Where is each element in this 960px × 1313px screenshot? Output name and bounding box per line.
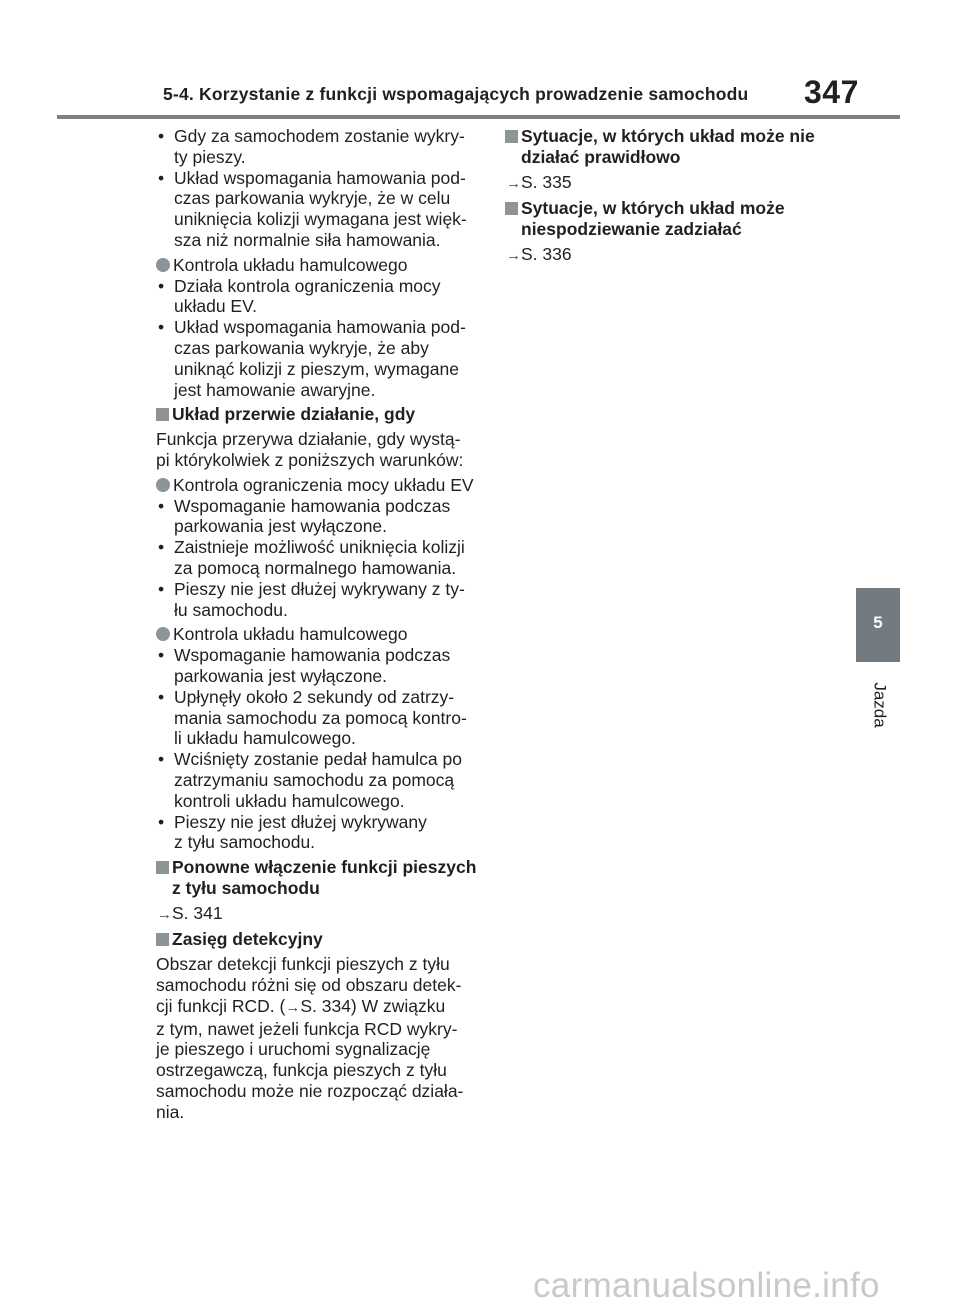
text-line: za pomocą normalnego hamowania.	[174, 557, 457, 578]
text-line: Funkcja przerywa działanie, gdy wystą-	[156, 429, 461, 450]
text-fragment: cji funkcji RCD. (	[156, 995, 286, 1016]
chapter-label	[860, 675, 900, 735]
text-line: • Gdy za samochodem zostanie wykry-	[174, 126, 465, 146]
page-number: 347	[804, 74, 859, 110]
bullet-item	[156, 126, 496, 168]
text-line: z tyłu samochodu	[172, 877, 320, 898]
text-line: układu EV.	[174, 296, 258, 317]
text-line: kontroli układu hamulcowego.	[174, 790, 405, 811]
text-line: działać prawidłowo	[521, 146, 681, 167]
section-heading-may-unexpectedly-activate	[505, 198, 845, 240]
text-line: z tyłu samochodu.	[174, 832, 316, 853]
text-line: mania samochodu za pomocą kontro-	[174, 707, 467, 728]
text-line: je pieszego i uruchomi sygnalizację	[156, 1039, 431, 1060]
text-line: • Układ wspomagania hamowania pod-	[174, 317, 466, 338]
subsection-heading-brake-control-2: Kontrola układu hamulcowego	[156, 624, 496, 645]
text-line: ostrzegawczą, funkcja pieszych z tyłu	[156, 1060, 447, 1081]
text-line: parkowania jest wyłączone.	[174, 665, 388, 686]
bullet-item	[156, 579, 496, 621]
left-column	[156, 126, 496, 1123]
reference-text: S. 336	[521, 243, 572, 264]
text-line: li układu hamulcowego.	[174, 728, 356, 749]
text-line: parkowania jest wyłączone.	[174, 516, 388, 537]
text-line: uniknąć kolizji z pieszym, wymagane	[174, 358, 459, 379]
text-line: samochodu może nie rozpocząć działa-	[156, 1081, 464, 1102]
text-line: • Zaistnieje możliwość uniknięcia kolizji	[174, 537, 465, 558]
bullet-item	[156, 749, 496, 811]
text-line: • Upłynęły około 2 sekundy od zatrzy-	[174, 686, 455, 707]
text-line: z tym, nawet jeżeli funkcja RCD wykry-	[156, 1018, 458, 1039]
chapter-tab: 5	[856, 588, 900, 662]
watermark: carmanualsonline.info	[533, 1266, 880, 1305]
text-line: uniknięcia kolizji wymagana jest więk-	[174, 209, 467, 230]
text-line	[156, 996, 496, 1019]
header-section-title: 5-4. Korzystanie z funkcji wspomagających prowadzenie samochodu	[163, 84, 749, 104]
text-line: • Układ wspomagania hamowania pod-	[174, 167, 466, 188]
text-line: Sytuacje, w których układ może nie	[521, 126, 815, 146]
text-line: nia.	[156, 1101, 185, 1122]
subsection-heading-ev-power-limit: Kontrola ograniczenia mocy układu EV	[156, 475, 496, 496]
reference-text: S. 341	[172, 902, 223, 923]
text-line: zatrzymaniu samochodu za pomocą	[174, 769, 455, 790]
text-line: jest hamowanie awaryjne.	[174, 379, 376, 400]
text-line: • Wciśnięty zostanie pedał hamulca po	[174, 749, 462, 770]
page-reference	[505, 244, 845, 267]
text-line: Sytuacje, w których układ może	[521, 198, 785, 219]
text-line: • Wspomaganie hamowania podczas	[174, 645, 451, 666]
bullet-item	[156, 537, 496, 579]
section-heading-detection-range: Zasięg detekcyjny	[156, 929, 496, 950]
bullet-item	[156, 496, 496, 538]
bullet-item	[156, 276, 496, 318]
bullet-item	[156, 645, 496, 687]
text-line: Ponowne włączenie funkcji pieszych	[172, 857, 477, 878]
arrow-right-icon: →	[506, 246, 521, 264]
text-line: czas parkowania wykryje, że aby	[174, 337, 429, 358]
bullet-item	[156, 812, 496, 854]
text-line: sza niż normalnie siła hamowania.	[174, 229, 441, 250]
arrow-right-icon: →	[285, 998, 301, 1016]
text-line: czas parkowania wykryje, że w celu	[174, 188, 451, 209]
arrow-right-icon: →	[157, 905, 172, 923]
bullet-item	[156, 168, 496, 251]
text-line: • Wspomaganie hamowania podczas	[174, 495, 451, 516]
arrow-right-icon: →	[506, 174, 521, 192]
chapter-name: Jazda	[871, 682, 890, 728]
page-reference	[156, 903, 496, 926]
text-line: Obszar detekcji funkcji pieszych z tyłu	[156, 954, 450, 975]
text-line: ty pieszy.	[174, 146, 246, 167]
bullet-item	[156, 687, 496, 749]
section-heading-may-not-work	[505, 126, 845, 168]
page-reference	[505, 172, 845, 195]
right-column	[505, 126, 845, 267]
subsection-heading-brake-control: Kontrola układu hamulcowego	[156, 255, 496, 276]
section-heading-interrupt: Układ przerwie działanie, gdy	[156, 404, 496, 425]
text-line: • Pieszy nie jest dłużej wykrywany	[174, 811, 427, 832]
text-line: • Działa kontrola ograniczenia mocy	[174, 275, 441, 296]
reference-text: S. 335	[521, 171, 572, 192]
text-line: samochodu różni się od obszaru detek-	[156, 975, 462, 996]
header-rule	[57, 115, 900, 119]
text-line: • Pieszy nie jest dłużej wykrywany z ty-	[174, 578, 465, 599]
section-heading-reactivation	[156, 857, 496, 899]
text-line: pi którykolwiek z poniższych warunków:	[156, 449, 464, 470]
text-line: niespodziewanie zadziałać	[521, 219, 742, 240]
paragraph	[156, 429, 496, 471]
text-fragment: S. 334) W związku	[300, 995, 446, 1016]
bullet-item	[156, 317, 496, 400]
text-line: łu samochodu.	[174, 599, 288, 620]
paragraph	[156, 954, 496, 1122]
